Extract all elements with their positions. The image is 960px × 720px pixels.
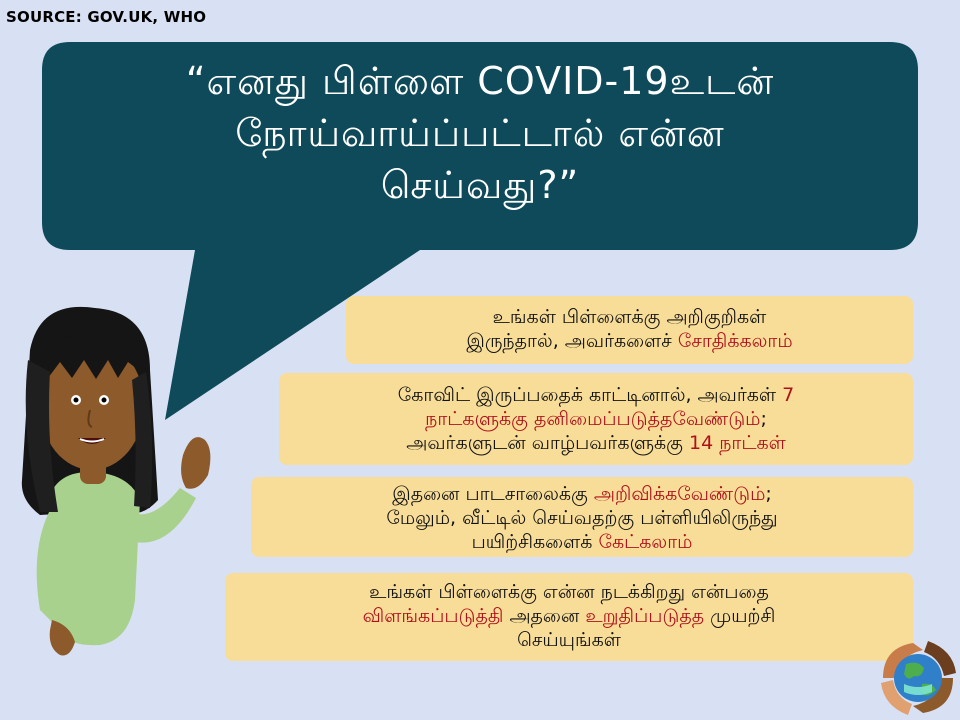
card-2-line-3 bbox=[279, 431, 913, 455]
card-2-highlight-2: நாட்களுக்கு தனிமைப்படுத்தவேண்டும் bbox=[425, 408, 761, 430]
bubble-line-3: செய்வது?” bbox=[380, 163, 580, 207]
card-1-line-2 bbox=[346, 329, 913, 353]
bubble-line-1: “எனது பிள்ளை COVID-19உடன் bbox=[185, 59, 775, 103]
card-4-highlight-2: உறுதிப்படுத்த bbox=[585, 605, 705, 627]
card-3-text-2: ; bbox=[765, 483, 772, 505]
card-3-text-1: இதனை பாடசாலைக்கு bbox=[392, 483, 594, 505]
source-label: SOURCE: GOV.UK, WHO bbox=[6, 8, 207, 26]
card-3-line-2: மேலும், வீட்டில் செய்வதற்கு பள்ளியிலிருந்து bbox=[386, 507, 778, 529]
card-4-line-2 bbox=[225, 604, 913, 628]
bubble-line-2: நோய்வாய்ப்பட்டால் என்ன bbox=[235, 111, 725, 155]
card-3-text-3: பயிற்சிகளைக் bbox=[471, 531, 599, 553]
card-1-highlight: சோதிக்கலாம் bbox=[677, 330, 793, 352]
info-card-test bbox=[346, 296, 913, 364]
card-2-highlight-3: 14 நாட்கள் bbox=[689, 432, 786, 454]
globe-hands-icon bbox=[878, 638, 958, 718]
card-2-line-2 bbox=[279, 407, 913, 431]
card-3-line-3 bbox=[251, 530, 913, 554]
info-card-school bbox=[251, 477, 913, 557]
card-4-line-1: உங்கள் பிள்ளைக்கு என்ன நடக்கிறது என்பதை bbox=[369, 581, 769, 603]
card-1-line-1: உங்கள் பிள்ளைக்கு அறிகுறிகள் bbox=[492, 306, 767, 328]
info-card-explain bbox=[225, 573, 913, 661]
card-4-text-2: முயற்சி bbox=[704, 605, 776, 627]
card-2-highlight-1: 7 bbox=[782, 384, 795, 406]
woman-illustration bbox=[0, 280, 240, 720]
bubble-question bbox=[60, 55, 900, 211]
card-4-line-3: செய்யுங்கள் bbox=[517, 629, 621, 651]
card-3-highlight-1: அறிவிக்கவேண்டும் bbox=[593, 483, 766, 505]
card-2-text-2: ; bbox=[760, 408, 767, 430]
info-card-isolate bbox=[279, 373, 913, 465]
card-4-highlight-1: விளங்கப்படுத்தி bbox=[362, 605, 504, 627]
card-3-highlight-2: கேட்கலாம் bbox=[598, 531, 693, 553]
card-3-line-1 bbox=[251, 482, 913, 506]
card-1-text: இருந்தால், அவர்களைச் bbox=[466, 330, 678, 352]
card-2-text-1: கோவிட் இருப்பதைக் காட்டினால், அவர்கள் bbox=[397, 384, 783, 406]
card-2-line-1 bbox=[279, 383, 913, 407]
card-4-text-1: அதனை bbox=[503, 605, 586, 627]
card-2-text-3: அவர்களுடன் வாழ்பவர்களுக்கு bbox=[406, 432, 689, 454]
